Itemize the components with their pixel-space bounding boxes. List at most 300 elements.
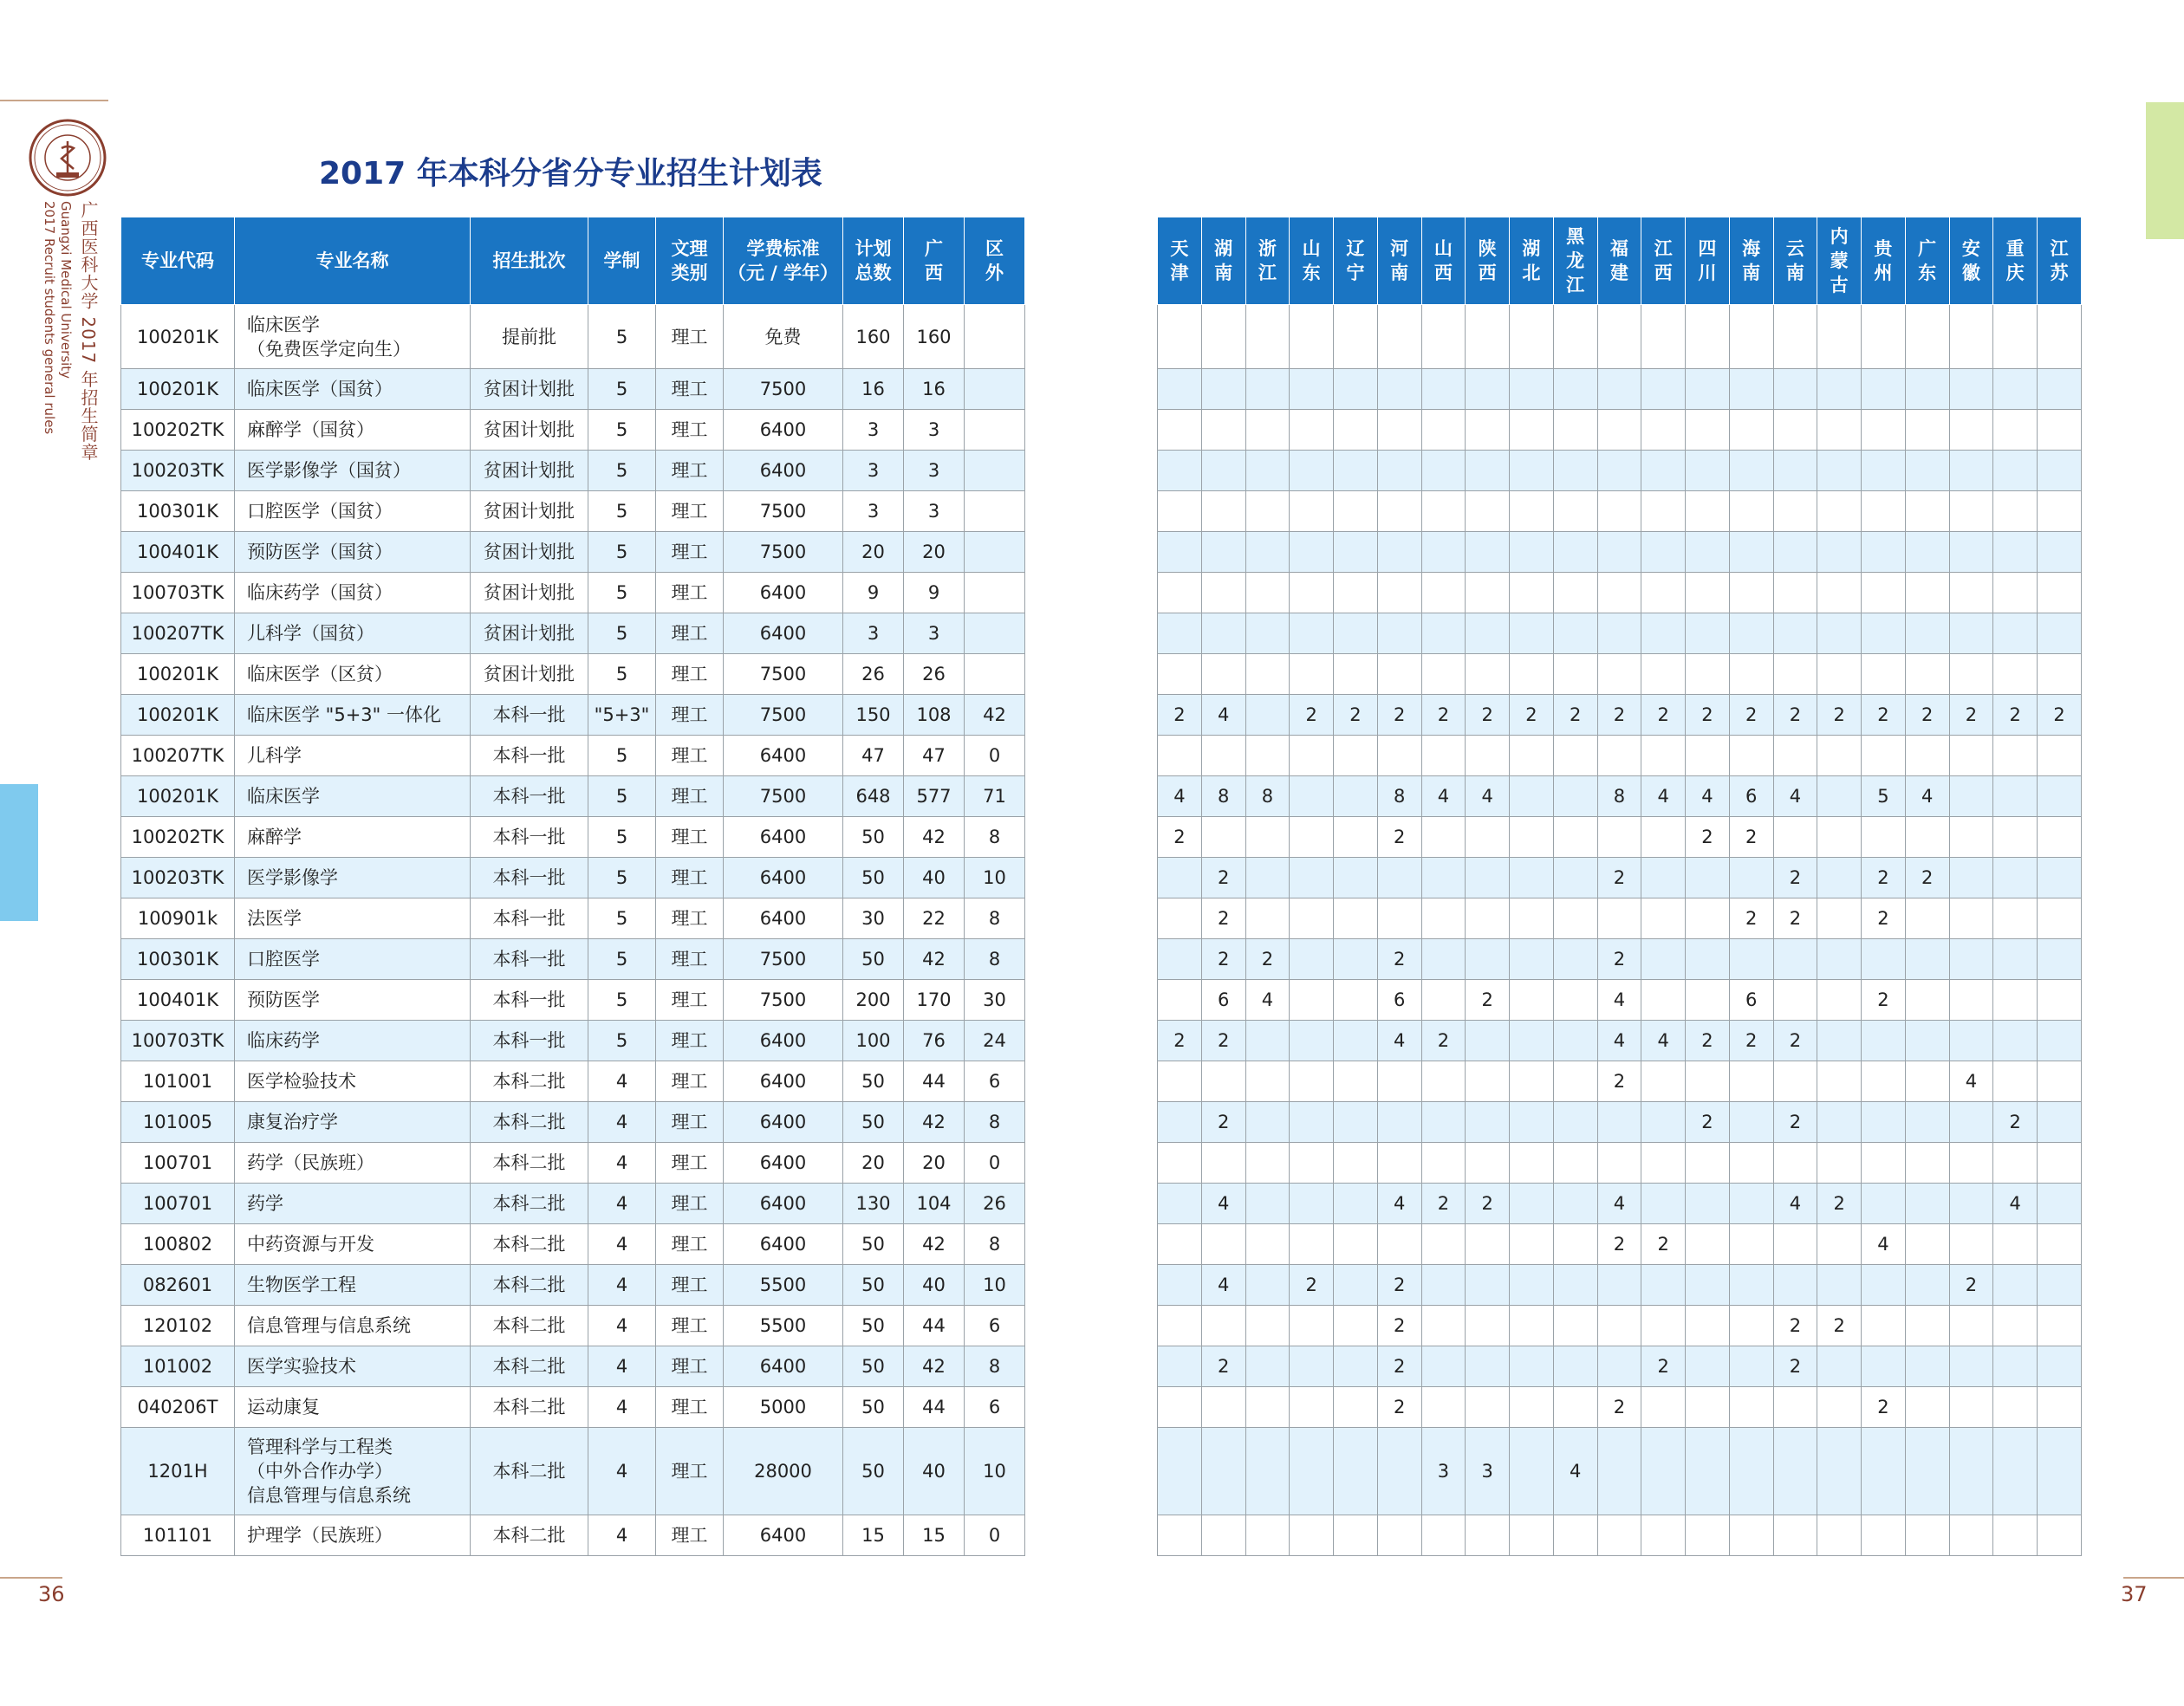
province-quota-cell-10 xyxy=(1597,613,1641,654)
province-quota-cell-8 xyxy=(1510,305,1554,369)
header-text: 徽 xyxy=(1961,263,1980,283)
province-quota-cell-13 xyxy=(1729,736,1773,776)
plan-total-cell: 26 xyxy=(843,654,904,695)
province-quota-cell-2 xyxy=(1245,1265,1290,1306)
province-quota-cell-19 xyxy=(1993,1428,2038,1515)
province-quota-cell-9 xyxy=(1553,776,1597,817)
province-quota-cell-2 xyxy=(1245,1061,1290,1102)
province-quota-cell-18 xyxy=(1949,1224,1993,1265)
province-quota-cell-5 xyxy=(1377,491,1421,532)
province-quota-cell-17 xyxy=(1905,1061,1949,1102)
province-header-10 xyxy=(1597,217,1641,305)
province-quota-cell-3 xyxy=(1290,1102,1334,1143)
province-quota-cell-10 xyxy=(1597,410,1641,451)
table-row xyxy=(121,817,1025,858)
batch-cell: 本科二批 xyxy=(471,1387,588,1428)
province-quota-cell-12: 2 xyxy=(1686,1102,1730,1143)
tuition-cell: 6400 xyxy=(724,410,843,451)
province-quota-cell-13: 6 xyxy=(1729,776,1773,817)
province-quota-cell-5 xyxy=(1377,654,1421,695)
province-quota-cell-9 xyxy=(1553,736,1597,776)
plan-total-cell: 20 xyxy=(843,532,904,573)
major-code-cell: 100703TK xyxy=(121,573,235,613)
province-quota-cell-4 xyxy=(1334,613,1378,654)
major-code-cell: 100201K xyxy=(121,305,235,369)
province-quota-cell-11 xyxy=(1641,980,1686,1021)
province-quota-cell-8 xyxy=(1510,1021,1554,1061)
out-of-region-cell: 26 xyxy=(965,1184,1025,1224)
province-header-6 xyxy=(1421,217,1466,305)
province-quota-cell-6 xyxy=(1421,451,1466,491)
province-row xyxy=(1158,532,2082,573)
guangxi-quota-cell: 15 xyxy=(904,1515,965,1556)
province-quota-cell-3 xyxy=(1290,573,1334,613)
out-of-region-cell: 6 xyxy=(965,1387,1025,1428)
province-quota-cell-0 xyxy=(1158,858,1202,898)
category-cell: 理工 xyxy=(656,491,724,532)
major-code-cell: 100207TK xyxy=(121,736,235,776)
province-header-4 xyxy=(1334,217,1378,305)
guangxi-quota-cell: 3 xyxy=(904,491,965,532)
major-name-cell: 临床药学 xyxy=(235,1021,471,1061)
province-quota-cell-7 xyxy=(1466,858,1510,898)
province-quota-cell-18 xyxy=(1949,1346,1993,1387)
province-quota-cell-20 xyxy=(2038,1224,2082,1265)
out-of-region-cell xyxy=(965,654,1025,695)
tuition-cell: 6400 xyxy=(724,1102,843,1143)
guangxi-quota-cell: 40 xyxy=(904,1428,965,1515)
province-quota-cell-15 xyxy=(1817,451,1862,491)
plan-total-cell: 50 xyxy=(843,858,904,898)
province-quota-cell-19 xyxy=(1993,939,2038,980)
province-quota-cell-11 xyxy=(1641,1184,1686,1224)
province-quota-cell-15 xyxy=(1817,1387,1862,1428)
province-quota-cell-7 xyxy=(1466,305,1510,369)
out-of-region-cell: 6 xyxy=(965,1061,1025,1102)
province-quota-cell-6 xyxy=(1421,898,1466,939)
province-quota-cell-18 xyxy=(1949,1021,1993,1061)
province-quota-cell-3 xyxy=(1290,1428,1334,1515)
duration-cell: 5 xyxy=(588,736,656,776)
province-quota-cell-0 xyxy=(1158,305,1202,369)
province-quota-cell-0 xyxy=(1158,1224,1202,1265)
province-quota-cell-9 xyxy=(1553,858,1597,898)
province-quota-cell-14: 2 xyxy=(1773,1021,1817,1061)
province-row xyxy=(1158,1387,2082,1428)
province-quota-cell-7: 3 xyxy=(1466,1428,1510,1515)
province-quota-cell-13 xyxy=(1729,305,1773,369)
province-quota-cell-6 xyxy=(1421,410,1466,451)
page-number-left: 36 xyxy=(38,1582,65,1606)
header-text: 江 xyxy=(2050,238,2069,259)
major-name-cell: 中药资源与开发 xyxy=(235,1224,471,1265)
province-quota-cell-17 xyxy=(1905,1515,1949,1556)
province-quota-cell-18 xyxy=(1949,736,1993,776)
province-quota-cell-5 xyxy=(1377,1061,1421,1102)
province-quota-cell-0: 2 xyxy=(1158,817,1202,858)
province-row xyxy=(1158,858,2082,898)
plan-total-cell: 200 xyxy=(843,980,904,1021)
province-quota-cell-12 xyxy=(1686,410,1730,451)
page-title: 2017 年本科分省分专业招生计划表 xyxy=(319,156,822,191)
tuition-cell: 6400 xyxy=(724,1346,843,1387)
province-quota-cell-10: 2 xyxy=(1597,858,1641,898)
province-quota-cell-1 xyxy=(1201,491,1245,532)
province-quota-cell-6 xyxy=(1421,1387,1466,1428)
province-row xyxy=(1158,410,2082,451)
out-of-region-cell: 10 xyxy=(965,1428,1025,1515)
province-quota-cell-5 xyxy=(1377,898,1421,939)
province-quota-cell-10 xyxy=(1597,817,1641,858)
duration-cell: 4 xyxy=(588,1346,656,1387)
province-quota-cell-1 xyxy=(1201,1387,1245,1428)
province-quota-cell-17 xyxy=(1905,305,1949,369)
header-text: 黑 xyxy=(1566,226,1585,247)
province-row xyxy=(1158,1102,2082,1143)
column-header-6 xyxy=(843,217,904,305)
province-quota-cell-6 xyxy=(1421,613,1466,654)
province-quota-cell-19 xyxy=(1993,1061,2038,1102)
province-quota-cell-17 xyxy=(1905,898,1949,939)
batch-cell: 本科二批 xyxy=(471,1306,588,1346)
province-quota-cell-6 xyxy=(1421,1143,1466,1184)
duration-cell: 5 xyxy=(588,980,656,1021)
province-quota-cell-8 xyxy=(1510,817,1554,858)
province-quota-cell-10: 2 xyxy=(1597,1387,1641,1428)
guangxi-quota-cell: 42 xyxy=(904,1102,965,1143)
province-quota-cell-12 xyxy=(1686,1346,1730,1387)
plan-total-cell: 50 xyxy=(843,1102,904,1143)
province-quota-cell-5: 4 xyxy=(1377,1021,1421,1061)
province-quota-cell-0 xyxy=(1158,736,1202,776)
province-quota-cell-5: 2 xyxy=(1377,695,1421,736)
province-quota-cell-16 xyxy=(1862,1515,1906,1556)
plan-total-cell: 50 xyxy=(843,1224,904,1265)
province-quota-cell-20 xyxy=(2038,1515,2082,1556)
province-quota-cell-3 xyxy=(1290,858,1334,898)
province-quota-cell-3 xyxy=(1290,1224,1334,1265)
header-text: 浙 xyxy=(1258,238,1277,259)
province-quota-cell-0 xyxy=(1158,1306,1202,1346)
province-quota-cell-11 xyxy=(1641,573,1686,613)
province-quota-cell-1: 2 xyxy=(1201,1102,1245,1143)
province-quota-cell-18 xyxy=(1949,898,1993,939)
province-quota-cell-13: 2 xyxy=(1729,695,1773,736)
province-quota-cell-7 xyxy=(1466,1346,1510,1387)
province-quota-cell-11 xyxy=(1641,1102,1686,1143)
guangxi-quota-cell: 40 xyxy=(904,1265,965,1306)
province-quota-cell-15 xyxy=(1817,776,1862,817)
plan-total-cell: 50 xyxy=(843,817,904,858)
batch-cell: 贫困计划批 xyxy=(471,573,588,613)
province-quota-cell-12 xyxy=(1686,491,1730,532)
province-quota-cell-6: 2 xyxy=(1421,1021,1466,1061)
province-quota-cell-9 xyxy=(1553,1306,1597,1346)
major-name-cell: 临床药学（国贫） xyxy=(235,573,471,613)
province-quota-cell-6 xyxy=(1421,980,1466,1021)
guangxi-quota-cell: 42 xyxy=(904,1224,965,1265)
province-quota-cell-16 xyxy=(1862,410,1906,451)
province-quota-cell-13 xyxy=(1729,1143,1773,1184)
province-quota-cell-17 xyxy=(1905,1306,1949,1346)
province-quota-cell-2 xyxy=(1245,654,1290,695)
header-text: 南 xyxy=(1785,263,1804,283)
province-quota-cell-5 xyxy=(1377,573,1421,613)
header-text: 广 xyxy=(1918,238,1937,259)
major-code-cell: 100701 xyxy=(121,1184,235,1224)
province-quota-cell-19: 2 xyxy=(1993,1102,2038,1143)
province-quota-cell-5 xyxy=(1377,1143,1421,1184)
province-quota-cell-6 xyxy=(1421,369,1466,410)
header-text: 南 xyxy=(1214,263,1233,283)
province-quota-cell-18: 4 xyxy=(1949,1061,1993,1102)
batch-cell: 贫困计划批 xyxy=(471,491,588,532)
province-quota-cell-11 xyxy=(1641,369,1686,410)
batch-cell: 贫困计划批 xyxy=(471,532,588,573)
province-quota-cell-16 xyxy=(1862,1265,1906,1306)
province-quota-cell-15 xyxy=(1817,1102,1862,1143)
province-quota-cell-20 xyxy=(2038,1387,2082,1428)
province-quota-cell-8 xyxy=(1510,654,1554,695)
province-quota-cell-15: 2 xyxy=(1817,1184,1862,1224)
major-code-cell: 100301K xyxy=(121,939,235,980)
category-cell: 理工 xyxy=(656,1102,724,1143)
province-quota-cell-8 xyxy=(1510,1184,1554,1224)
province-quota-cell-12 xyxy=(1686,1306,1730,1346)
header-text: 重 xyxy=(2005,238,2025,259)
province-quota-cell-7 xyxy=(1466,1061,1510,1102)
main-table-body xyxy=(121,305,1025,1556)
province-row xyxy=(1158,695,2082,736)
category-cell: 理工 xyxy=(656,1515,724,1556)
major-code-cell: 100202TK xyxy=(121,817,235,858)
province-quota-cell-8 xyxy=(1510,1428,1554,1515)
province-quota-cell-3 xyxy=(1290,939,1334,980)
province-quota-cell-1 xyxy=(1201,613,1245,654)
province-quota-cell-8 xyxy=(1510,1061,1554,1102)
province-quota-cell-20 xyxy=(2038,1061,2082,1102)
header-text: 龙 xyxy=(1566,250,1585,271)
province-quota-cell-9: 2 xyxy=(1553,695,1597,736)
province-quota-cell-19 xyxy=(1993,1346,2038,1387)
province-quota-cell-2 xyxy=(1245,1143,1290,1184)
duration-cell: 5 xyxy=(588,898,656,939)
province-quota-cell-12 xyxy=(1686,1143,1730,1184)
province-quota-cell-16 xyxy=(1862,532,1906,573)
header-text: 川 xyxy=(1698,263,1717,283)
vertical-university-en: Guangxi Medical University xyxy=(58,201,74,379)
province-quota-cell-19 xyxy=(1993,1143,2038,1184)
province-quota-cell-15 xyxy=(1817,305,1862,369)
province-quota-cell-15 xyxy=(1817,410,1862,451)
province-row xyxy=(1158,980,2082,1021)
province-quota-cell-16 xyxy=(1862,613,1906,654)
province-quota-cell-7: 2 xyxy=(1466,980,1510,1021)
province-quota-cell-1 xyxy=(1201,654,1245,695)
province-quota-cell-0 xyxy=(1158,1143,1202,1184)
province-quota-cell-5 xyxy=(1377,451,1421,491)
province-quota-cell-11 xyxy=(1641,1265,1686,1306)
province-quota-cell-16: 2 xyxy=(1862,1387,1906,1428)
province-quota-cell-20 xyxy=(2038,1306,2082,1346)
province-quota-cell-0 xyxy=(1158,1102,1202,1143)
province-quota-cell-11: 4 xyxy=(1641,776,1686,817)
header-text: 宁 xyxy=(1346,263,1365,283)
duration-cell: 4 xyxy=(588,1143,656,1184)
major-code-cell: 100207TK xyxy=(121,613,235,654)
province-quota-cell-19 xyxy=(1993,573,2038,613)
province-quota-cell-6 xyxy=(1421,817,1466,858)
major-name-cell: 口腔医学（国贫） xyxy=(235,491,471,532)
province-quota-cell-11 xyxy=(1641,939,1686,980)
header-text: 湖 xyxy=(1522,238,1541,259)
province-quota-cell-9 xyxy=(1553,817,1597,858)
province-quota-cell-17 xyxy=(1905,410,1949,451)
province-quota-cell-9 xyxy=(1553,1184,1597,1224)
province-header-19 xyxy=(1993,217,2038,305)
province-quota-cell-12 xyxy=(1686,1184,1730,1224)
province-quota-cell-8 xyxy=(1510,369,1554,410)
province-quota-cell-2 xyxy=(1245,532,1290,573)
plan-total-cell: 15 xyxy=(843,1515,904,1556)
duration-cell: 4 xyxy=(588,1515,656,1556)
header-text: 招生批次 xyxy=(492,250,566,271)
province-quota-cell-19 xyxy=(1993,491,2038,532)
province-quota-cell-15: 2 xyxy=(1817,1306,1862,1346)
province-quota-cell-8 xyxy=(1510,1143,1554,1184)
province-quota-cell-4 xyxy=(1334,1102,1378,1143)
out-of-region-cell: 8 xyxy=(965,1224,1025,1265)
major-name-cell: 儿科学（国贫） xyxy=(235,613,471,654)
province-quota-cell-10 xyxy=(1597,305,1641,369)
province-row xyxy=(1158,1306,2082,1346)
province-quota-cell-17 xyxy=(1905,980,1949,1021)
guangxi-quota-cell: 3 xyxy=(904,613,965,654)
province-quota-cell-9 xyxy=(1553,1224,1597,1265)
major-name-cell: 医学实验技术 xyxy=(235,1346,471,1387)
province-quota-cell-13 xyxy=(1729,1306,1773,1346)
duration-cell: 5 xyxy=(588,939,656,980)
duration-cell: 5 xyxy=(588,305,656,369)
province-row xyxy=(1158,451,2082,491)
province-quota-cell-19 xyxy=(1993,1515,2038,1556)
province-quota-cell-10: 4 xyxy=(1597,1021,1641,1061)
plan-total-cell: 3 xyxy=(843,491,904,532)
header-text: 江 xyxy=(1566,275,1585,295)
province-quota-cell-19: 2 xyxy=(1993,695,2038,736)
province-quota-cell-15 xyxy=(1817,858,1862,898)
province-quota-cell-17 xyxy=(1905,369,1949,410)
major-code-cell: 100201K xyxy=(121,695,235,736)
province-quota-cell-9 xyxy=(1553,939,1597,980)
province-quota-cell-2: 4 xyxy=(1245,980,1290,1021)
guangxi-quota-cell: 44 xyxy=(904,1061,965,1102)
province-quota-cell-20 xyxy=(2038,858,2082,898)
plan-total-cell: 50 xyxy=(843,1346,904,1387)
major-name-cell: 药学（民族班） xyxy=(235,1143,471,1184)
out-of-region-cell: 0 xyxy=(965,736,1025,776)
batch-cell: 本科二批 xyxy=(471,1224,588,1265)
category-cell: 理工 xyxy=(656,898,724,939)
header-text: 建 xyxy=(1609,263,1628,283)
province-header-row xyxy=(1158,217,2082,305)
batch-cell: 本科一批 xyxy=(471,858,588,898)
province-quota-cell-7 xyxy=(1466,451,1510,491)
province-quota-cell-17 xyxy=(1905,1265,1949,1306)
province-quota-cell-16 xyxy=(1862,491,1906,532)
province-quota-cell-13 xyxy=(1729,1184,1773,1224)
out-of-region-cell: 42 xyxy=(965,695,1025,736)
batch-cell: 贫困计划批 xyxy=(471,369,588,410)
plan-total-cell: 3 xyxy=(843,613,904,654)
province-quota-cell-8 xyxy=(1510,1346,1554,1387)
province-quota-cell-16 xyxy=(1862,1346,1906,1387)
top-rule xyxy=(0,100,108,101)
guangxi-quota-cell: 170 xyxy=(904,980,965,1021)
tuition-cell: 6400 xyxy=(724,817,843,858)
province-quota-cell-12: 2 xyxy=(1686,1021,1730,1061)
province-quota-cell-18 xyxy=(1949,369,1993,410)
guangxi-quota-cell: 26 xyxy=(904,654,965,695)
province-quota-cell-3 xyxy=(1290,451,1334,491)
province-quota-cell-10 xyxy=(1597,1265,1641,1306)
major-name-cell: 管理科学与工程类 （中外合作办学） 信息管理与信息系统 xyxy=(235,1428,471,1515)
province-quota-cell-1: 8 xyxy=(1201,776,1245,817)
province-quota-cell-15: 2 xyxy=(1817,695,1862,736)
province-quota-cell-19 xyxy=(1993,898,2038,939)
province-quota-cell-10 xyxy=(1597,1306,1641,1346)
province-row xyxy=(1158,776,2082,817)
province-quota-cell-2 xyxy=(1245,1224,1290,1265)
province-quota-cell-13 xyxy=(1729,654,1773,695)
table-row xyxy=(121,369,1025,410)
province-quota-cell-6 xyxy=(1421,654,1466,695)
bottom-rule-right xyxy=(2123,1577,2184,1579)
plan-total-cell: 150 xyxy=(843,695,904,736)
province-quota-cell-10 xyxy=(1597,654,1641,695)
province-quota-cell-11: 2 xyxy=(1641,1346,1686,1387)
province-quota-cell-5 xyxy=(1377,858,1421,898)
table-row xyxy=(121,451,1025,491)
province-quota-cell-0: 2 xyxy=(1158,1021,1202,1061)
major-name-cell: 预防医学（国贫） xyxy=(235,532,471,573)
province-quota-cell-20 xyxy=(2038,1428,2082,1515)
province-quota-cell-11 xyxy=(1641,410,1686,451)
major-code-cell: 100401K xyxy=(121,532,235,573)
province-quota-cell-16 xyxy=(1862,736,1906,776)
plan-total-cell: 30 xyxy=(843,898,904,939)
category-cell: 理工 xyxy=(656,1428,724,1515)
province-quota-cell-17 xyxy=(1905,1102,1949,1143)
province-quota-cell-20 xyxy=(2038,817,2082,858)
province-quota-cell-6 xyxy=(1421,1515,1466,1556)
province-row xyxy=(1158,654,2082,695)
province-quota-cell-9 xyxy=(1553,451,1597,491)
header-text: 内 xyxy=(1830,226,1849,247)
province-quota-cell-10 xyxy=(1597,1143,1641,1184)
column-header-0 xyxy=(121,217,235,305)
province-quota-cell-18 xyxy=(1949,491,1993,532)
province-quota-cell-14 xyxy=(1773,491,1817,532)
province-quota-cell-16 xyxy=(1862,1306,1906,1346)
province-quota-cell-13 xyxy=(1729,1061,1773,1102)
out-of-region-cell xyxy=(965,491,1025,532)
province-quota-cell-14 xyxy=(1773,1428,1817,1515)
province-quota-cell-3 xyxy=(1290,736,1334,776)
province-quota-cell-11 xyxy=(1641,1387,1686,1428)
province-quota-cell-7 xyxy=(1466,1515,1510,1556)
province-quota-cell-4 xyxy=(1334,1224,1378,1265)
